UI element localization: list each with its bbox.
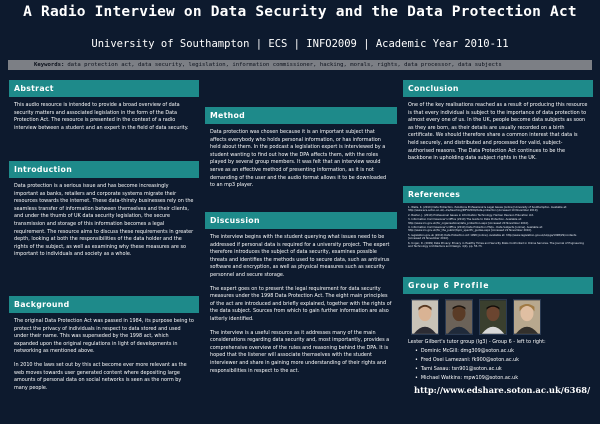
bullet-icon: • [415, 374, 418, 381]
member-photos [403, 294, 593, 335]
poster-title: A Radio Interview on Data Security and the Data Protection Act [23, 4, 577, 20]
keywords-text: data protection act, data security, legislation, information commissioner, hacking, morals, rights, data processor, data subjects [67, 62, 502, 68]
member-text: Tami Sasau: tsn901@soton.ac.uk [420, 365, 502, 372]
member-photo-1 [411, 299, 439, 335]
introduction-heading: Introduction [9, 161, 199, 178]
reference-item: 5. legislation.gov.uk (2010) Data Protection Act 1998 [online]. Available at: http://www.legislation.gov.uk/ukpga/1998/29/contents [Accessed 22 November 2010]. [408, 233, 577, 241]
reference-item: 4. Information Commissioner's Office (2010) Data Protection FAQs - Data Subjects [online]. Available at: http://www.ico.gov.uk/for_the_public/topic_specific_guides.aspx [Accessed 22 November 2010]. [408, 226, 543, 233]
abstract-paragraph: This audio resource is intended to provide a broad overview of data security matters and associated legislation in the form of the Data Protection Act. The resource is presented in the context of a radio interview between a student and an expert in the field of data security. [14, 102, 189, 131]
background-paragraph-2: In 2010 the laws set out by this act become ever more relevant as the web moves towards user generated content where depositing large amounts of personal data on social networks is seen as the norm by many people. [14, 361, 187, 391]
abstract-panel [9, 80, 199, 158]
abstract-heading: Abstract [9, 80, 199, 97]
discussion-panel [205, 212, 397, 416]
profile-heading: Group 6 Profile [403, 277, 593, 294]
poster-subtitle: University of Southampton | ECS | INFO2009 | Academic Year 2010-11 [91, 38, 509, 50]
keywords-label: Keywords: [34, 62, 65, 68]
references-panel [403, 186, 593, 266]
member-item [415, 365, 593, 374]
conclusion-paragraph: One of the key realisations reached as a result of producing this resource is that every individual is subject to the importance of data protection to almost every one of us. In the UK, people become data subjects as soon as they are born, as their details are usually recorded on a birth certificate. We should therefore share a common interest that data is held securely, and distributed and processed for valid, subject-authorised reasons. The Data Protection Act continues to be the backbone in upholding data subject rights in the UK. [408, 102, 588, 162]
member-item [415, 347, 593, 356]
discussion-paragraph-1: The interview begins with the student querying what issues need to be addressed if personal data is required for a university project. The expert therefore introduces the subject of data security, examines possible threats and identifies the methods used to secure data, such as antivirus software and encryption, as well as physical measures such as security personnel and secure storage. [210, 234, 390, 278]
member-text: Dominic McGill: dmg309@soton.ac.uk [420, 347, 514, 354]
bullet-icon: • [415, 356, 418, 363]
profile-panel [403, 277, 593, 416]
conclusion-panel [403, 80, 593, 180]
conclusion-heading: Conclusion [403, 80, 593, 97]
member-text: Fred Osei Lamezani: fk900@soton.ac.uk [420, 356, 520, 363]
member-photo-2 [445, 299, 473, 335]
member-text: Michael Watkins: mpw109@soton.ac.uk [420, 374, 519, 381]
bullet-icon: • [415, 347, 418, 354]
introduction-paragraph: Data protection is a serious issue and has become increasingly important as banks, retailers and corporate systems migrate their resources towards the internet. These data-thirsty businesses rely on the seamless transfer of information between themselves and their clients, and under the thumb of UK data security legislation, the secure transmission and storage of this information becomes a legal requirement. The resource aims to discuss these requirements in greater depth, looking at both the responsibilities of the data holder and the rights of the subject, as well as examining why these measures are so important to individuals and society as a whole. [14, 183, 194, 258]
discussion-heading: Discussion [205, 212, 397, 229]
discussion-paragraph-3: The interview is a useful resource as it addresses many of the main considerations regarding data security and, most importantly, provides a comprehensive overview of the rules and reasoning behind the DPA. It is hoped that the listener will associate themselves with the student interviewer and share in gaining more understanding of their rights and responsibilities in respect to the act. [210, 329, 390, 374]
references-heading: References [403, 186, 593, 203]
member-list [403, 347, 593, 383]
background-paragraph-1: The original Data Protection Act was passed in 1984, its purpose being to protect the privacy of individuals in respect to data stored and used under their name. This was superseded by the 1998 act, which expanded upon the original regulations in light of developments in networking as mentioned above. [14, 318, 194, 355]
member-photo-3 [479, 299, 507, 335]
bullet-icon: • [415, 365, 418, 372]
introduction-panel [9, 161, 199, 288]
method-heading: Method [205, 107, 397, 124]
method-panel [205, 107, 397, 207]
reference-item: 1. Wells, K. (2010) Data Protection. iSolutions Professional & Legal Issues [online] University of Southampton. Available at: http://www.ecs.soton.ac.uk/~kw/teaching/INFO2009/data-protection [Accessed 10 November 2010]. [408, 206, 567, 213]
background-panel [9, 296, 199, 416]
keywords-bar [8, 60, 592, 70]
discussion-paragraph-2: The expert goes on to present the legal requirement for data security measures under the 1998 Data Protection Act. The eight main principles of the act are introduced and briefly explained, together with the rights of the data subject. Sources from which to gain further information are also latterly identified. [210, 285, 392, 322]
reference-item: 3. Information Commissioner's Office (2010) The Guide to Data Protection. Available at: http://www.ico.gov.uk/for_organisations/data_protection.aspx [Accessed 20 November 2010]. [408, 218, 530, 225]
background-heading: Background [9, 296, 199, 313]
reference-item: 6. Unger, D. (2009) Data Privacy: Privacy in Healthy Times and Security Risks Confronted in Online Services. The Journal of Engineering and Technology Architecture and Design, 4(2), pp. 55-73. [408, 241, 584, 249]
method-paragraph: Data protection was chosen because it is an important subject that affects everybody who holds personal information, or has information held about them. In the podcast a legislation expert is interviewed by a student wanting to find out how the DPA affects them, with the roles played by several group members. It was felt that an interview would serve as an effective method of presenting information, as it is not demanding of the user and the audio format allows it to be downloaded to an mp3 player. [210, 129, 387, 189]
member-item [415, 374, 593, 383]
member-photo-4 [513, 299, 541, 335]
edshare-link[interactable]: http://www.edshare.soton.ac.uk/6368/ [414, 384, 591, 395]
reference-item: 2. Baxter, J. (2010) Professional Issues in Information Technology. Harlow: Pearson Education Ltd. [408, 213, 534, 217]
member-item [415, 356, 593, 365]
profile-credit: Lester Gilbert's tutor group (lg3) - Group 6 - left to right: [408, 339, 546, 345]
